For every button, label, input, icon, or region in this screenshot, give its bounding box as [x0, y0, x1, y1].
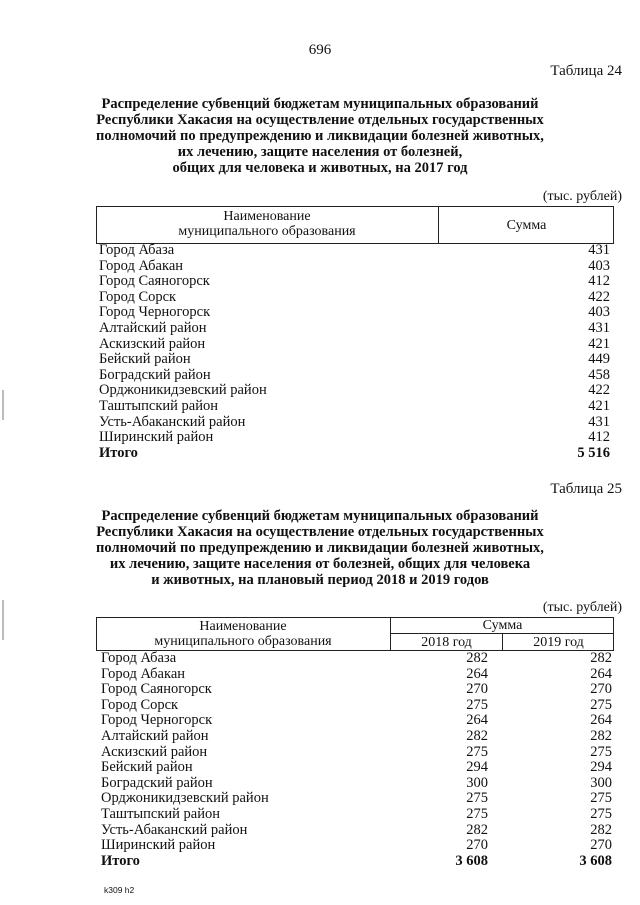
amount-value: 422 [588, 288, 610, 305]
table-24-header-sum: Сумма [506, 218, 547, 233]
amount-value: 403 [588, 304, 610, 321]
table-row [101, 791, 614, 807]
municipality-name: Усть-Абаканский район [99, 413, 246, 430]
municipality-name: Город Сорск [99, 288, 177, 305]
table-25-header-year-2018: 2018 год [421, 635, 472, 650]
municipality-name: Боградский район [99, 366, 211, 383]
amount-value: 431 [588, 242, 610, 258]
municipality-name: Город Сорск [101, 696, 179, 713]
table-24-label: Таблица 24 [550, 63, 622, 79]
table-24-title-line: полномочий по предупреждению и ликвидации болезней животных, [96, 128, 544, 144]
municipality-name: Ширинский район [101, 837, 216, 854]
table-row [101, 667, 614, 683]
amount-2019: 264 [590, 712, 612, 729]
table-row [101, 807, 614, 823]
table-24-title-line: их лечению, защите населения от болезней, [177, 144, 463, 160]
municipality-name: Город Саяногорск [99, 273, 210, 290]
table-row [99, 352, 614, 368]
table-row [101, 729, 614, 745]
amount-2019: 275 [590, 805, 612, 822]
amount-value: 431 [588, 319, 610, 336]
table-24-title-line: Распределение субвенций бюджетам муниципальных образований [101, 96, 539, 112]
table-25-header-year-2019: 2019 год [533, 635, 584, 650]
table-25-unit: (тыс. рублей) [542, 600, 622, 615]
amount-2018: 282 [466, 650, 488, 666]
municipality-name: Город Черногорск [101, 712, 213, 729]
municipality-name: Таштыпский район [101, 805, 221, 822]
amount-2019: 282 [590, 650, 612, 666]
amount-2019: 264 [590, 665, 612, 682]
amount-2018: 275 [466, 743, 488, 760]
header-name-line: Наименование [223, 209, 311, 224]
municipality-name: Ширинский район [99, 429, 214, 446]
amount-2019: 282 [590, 821, 612, 838]
total-2018: 3 608 [455, 852, 488, 869]
amount-value: 412 [588, 273, 610, 290]
table-row [101, 838, 614, 854]
table-row [99, 305, 614, 321]
municipality-name: Аскизский район [99, 335, 206, 352]
total-label: Итого [99, 444, 138, 461]
amount-2018: 275 [466, 790, 488, 807]
amount-2018: 275 [466, 805, 488, 822]
table-row [101, 698, 614, 714]
table-24-title-line: Республики Хакасия на осуществление отдельных государственных [96, 112, 544, 128]
amount-2018: 264 [466, 712, 488, 729]
municipality-name: Город Саяногорск [101, 681, 212, 698]
amount-2019: 275 [590, 696, 612, 713]
table-row [101, 776, 614, 792]
municipality-name: Город Черногорск [99, 304, 211, 321]
municipality-name: Боградский район [101, 774, 213, 791]
table-total-row [101, 854, 614, 870]
table-row [99, 321, 614, 337]
table-25-header-sum: Сумма [482, 618, 523, 633]
table-row [99, 383, 614, 399]
table-24-header-name [96, 209, 438, 239]
municipality-name: Бейский район [101, 759, 193, 776]
amount-2018: 294 [466, 759, 488, 776]
amount-2019: 270 [590, 681, 612, 698]
amount-2019: 275 [590, 743, 612, 760]
table-24-unit: (тыс. рублей) [542, 189, 622, 204]
amount-value: 421 [588, 397, 610, 414]
amount-2019: 270 [590, 837, 612, 854]
table-25-title-line: полномочий по предупреждению и ликвидации болезней животных, [96, 540, 544, 556]
table-24-body [99, 243, 614, 461]
municipality-name: Город Абаза [101, 650, 177, 666]
table-row [99, 430, 614, 446]
table-row [99, 243, 614, 259]
table-row [101, 713, 614, 729]
total-value: 5 516 [577, 444, 610, 461]
page-number: 696 [308, 42, 332, 58]
table-24-title [0, 96, 640, 176]
table-24-title-line: общих для человека и животных, на 2017 год [172, 160, 468, 176]
scan-edge-mark [2, 390, 4, 420]
table-row [99, 368, 614, 384]
municipality-name: Орджоникидзевский район [101, 790, 269, 807]
table-25-header-name [96, 619, 390, 649]
municipality-name: Бейский район [99, 351, 191, 368]
scan-edge-mark [2, 600, 4, 640]
amount-value: 412 [588, 429, 610, 446]
table-25-title-line: Распределение субвенций бюджетам муниципальных образований [101, 508, 539, 524]
amount-value: 431 [588, 413, 610, 430]
amount-2018: 270 [466, 837, 488, 854]
table-25-body [101, 651, 614, 869]
table-25-title [0, 508, 640, 588]
amount-value: 422 [588, 382, 610, 399]
table-25-label: Таблица 25 [550, 481, 622, 497]
table-row [101, 651, 614, 667]
table-row [99, 259, 614, 275]
amount-2019: 300 [590, 774, 612, 791]
table-row [101, 682, 614, 698]
amount-value: 403 [588, 257, 610, 274]
total-label: Итого [101, 852, 140, 869]
amount-2019: 282 [590, 727, 612, 744]
table-row [99, 337, 614, 353]
municipality-name: Аскизский район [101, 743, 208, 760]
footer-code: k309 h2 [104, 885, 135, 895]
table-row [99, 399, 614, 415]
municipality-name: Орджоникидзевский район [99, 382, 267, 399]
amount-value: 458 [588, 366, 610, 383]
municipality-name: Алтайский район [101, 727, 209, 744]
municipality-name: Город Абаза [99, 242, 175, 258]
table-row [99, 274, 614, 290]
table-25-title-line: Республики Хакасия на осуществление отдельных государственных [96, 524, 544, 540]
amount-2018: 270 [466, 681, 488, 698]
header-name-line: Наименование [199, 619, 287, 634]
table-25-title-line: их лечению, защите населения от болезней, общих для человека [109, 556, 531, 572]
table-row [99, 415, 614, 431]
table-row [101, 745, 614, 761]
table-row [101, 823, 614, 839]
table-25-title-line: и животных, на плановый период 2018 и 2019 годов [151, 572, 489, 588]
amount-2018: 275 [466, 696, 488, 713]
municipality-name: Алтайский район [99, 319, 207, 336]
table-row [99, 290, 614, 306]
header-name-line: муниципального образования [154, 634, 332, 649]
total-2019: 3 608 [579, 852, 612, 869]
municipality-name: Город Абакан [99, 257, 184, 274]
amount-value: 421 [588, 335, 610, 352]
amount-2018: 282 [466, 821, 488, 838]
municipality-name: Усть-Абаканский район [101, 821, 248, 838]
amount-2019: 275 [590, 790, 612, 807]
amount-2018: 264 [466, 665, 488, 682]
amount-2019: 294 [590, 759, 612, 776]
municipality-name: Город Абакан [101, 665, 186, 682]
municipality-name: Таштыпский район [99, 397, 219, 414]
header-name-line: муниципального образования [178, 224, 356, 239]
amount-2018: 282 [466, 727, 488, 744]
table-total-row [99, 446, 614, 462]
amount-value: 449 [588, 351, 610, 368]
table-row [101, 760, 614, 776]
amount-2018: 300 [466, 774, 488, 791]
